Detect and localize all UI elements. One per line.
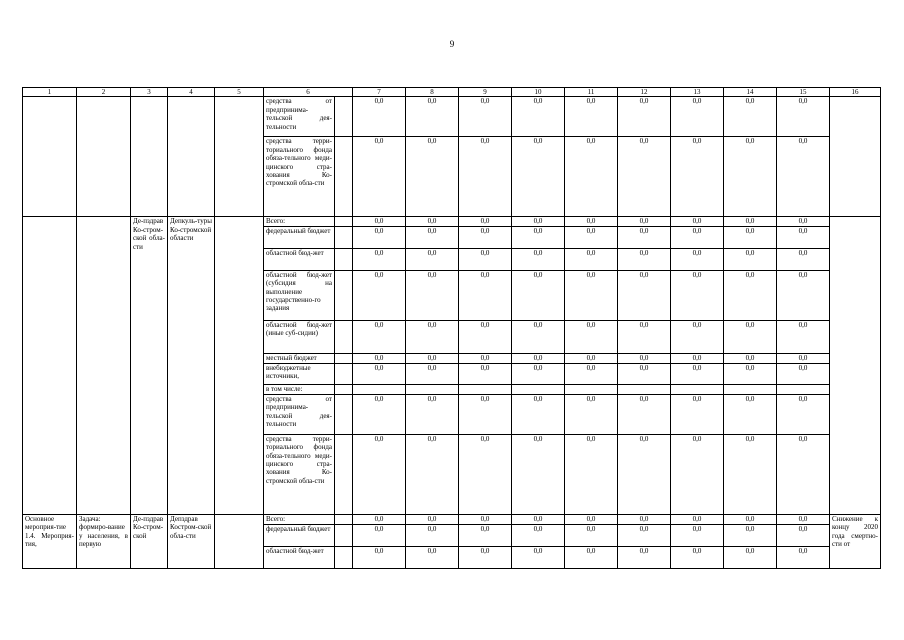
funding-source-label: федеральный бюджет xyxy=(264,524,335,546)
header-cell: 11 xyxy=(565,88,618,97)
value-cell: 0,0 xyxy=(618,217,671,226)
value-cell xyxy=(406,384,459,394)
deadline-cell xyxy=(215,97,264,217)
header-cell: 12 xyxy=(618,88,671,97)
value-cell: 0,0 xyxy=(618,524,671,546)
value-cell: 0,0 xyxy=(406,363,459,384)
value-cell: 0,0 xyxy=(565,524,618,546)
table-row xyxy=(23,217,881,226)
header-cell: 13 xyxy=(671,88,724,97)
value-cell: 0,0 xyxy=(353,270,406,320)
value-cell xyxy=(353,384,406,394)
value-cell: 0,0 xyxy=(512,353,565,363)
narrow-empty-cell xyxy=(335,434,353,514)
value-cell: 0,0 xyxy=(565,226,618,248)
value-cell: 0,0 xyxy=(565,217,618,226)
value-cell: 0,0 xyxy=(512,217,565,226)
value-cell: 0,0 xyxy=(777,226,830,248)
value-cell: 0,0 xyxy=(724,217,777,226)
header-cell: 4 xyxy=(168,88,215,97)
value-cell: 0,0 xyxy=(459,217,512,226)
value-cell: 0,0 xyxy=(406,320,459,353)
value-cell xyxy=(618,384,671,394)
value-cell: 0,0 xyxy=(406,394,459,434)
value-cell: 0,0 xyxy=(512,363,565,384)
value-cell: 0,0 xyxy=(724,320,777,353)
value-cell: 0,0 xyxy=(459,546,512,568)
value-cell: 0,0 xyxy=(406,524,459,546)
value-cell: 0,0 xyxy=(724,270,777,320)
value-cell: 0,0 xyxy=(353,363,406,384)
value-cell: 0,0 xyxy=(671,546,724,568)
funding-source-label: средства терри-ториального фонда обяза-тельного меди-цинского стра-хования Ко-стромской обла-сти xyxy=(264,434,335,514)
narrow-empty-cell xyxy=(335,514,353,524)
value-cell: 0,0 xyxy=(618,226,671,248)
funding-source-label: внебюджетные источники, xyxy=(264,363,335,384)
value-cell: 0,0 xyxy=(618,320,671,353)
value-cell: 0,0 xyxy=(565,353,618,363)
value-cell: 0,0 xyxy=(777,546,830,568)
value-cell: 0,0 xyxy=(565,137,618,217)
value-cell: 0,0 xyxy=(671,524,724,546)
value-cell: 0,0 xyxy=(618,394,671,434)
value-cell: 0,0 xyxy=(512,546,565,568)
value-cell: 0,0 xyxy=(618,97,671,137)
funding-source-label: областной бюд-жет (иные суб-сидии) xyxy=(264,320,335,353)
value-cell: 0,0 xyxy=(459,320,512,353)
page-number: 9 xyxy=(449,39,455,49)
value-cell: 0,0 xyxy=(406,226,459,248)
coexecutor-cell: Депкуль-туры Ко-стромской области xyxy=(168,217,215,514)
narrow-empty-cell xyxy=(335,97,353,137)
funding-source-label: местный бюджет xyxy=(264,353,335,363)
value-cell xyxy=(724,384,777,394)
header-cell: 14 xyxy=(724,88,777,97)
value-cell: 0,0 xyxy=(512,434,565,514)
value-cell: 0,0 xyxy=(565,248,618,270)
header-row xyxy=(23,88,881,97)
funding-source-label: средства от предпринима-тельской дея-тельности xyxy=(264,97,335,137)
executor-cell: Де-пздрав Ко-стром-ской xyxy=(131,514,168,568)
result-cell xyxy=(830,217,881,514)
value-cell: 0,0 xyxy=(618,248,671,270)
funding-source-label: Всего: xyxy=(264,217,335,226)
narrow-empty-cell xyxy=(335,320,353,353)
budget-table xyxy=(22,87,881,569)
value-cell: 0,0 xyxy=(777,137,830,217)
value-cell xyxy=(459,384,512,394)
funding-source-label: областной бюд-жет xyxy=(264,248,335,270)
narrow-empty-cell xyxy=(335,217,353,226)
value-cell: 0,0 xyxy=(406,270,459,320)
value-cell: 0,0 xyxy=(724,434,777,514)
value-cell: 0,0 xyxy=(353,514,406,524)
value-cell: 0,0 xyxy=(459,270,512,320)
value-cell: 0,0 xyxy=(671,394,724,434)
narrow-empty-cell xyxy=(335,394,353,434)
task-cell: Задача: формиро-вание у населения, в первую xyxy=(77,514,131,568)
value-cell: 0,0 xyxy=(671,97,724,137)
value-cell: 0,0 xyxy=(618,546,671,568)
value-cell: 0,0 xyxy=(459,97,512,137)
value-cell: 0,0 xyxy=(565,97,618,137)
header-cell: 16 xyxy=(830,88,881,97)
value-cell: 0,0 xyxy=(777,270,830,320)
task-cell xyxy=(77,217,131,514)
value-cell: 0,0 xyxy=(777,217,830,226)
header-cell: 10 xyxy=(512,88,565,97)
value-cell: 0,0 xyxy=(459,353,512,363)
value-cell: 0,0 xyxy=(671,137,724,217)
value-cell: 0,0 xyxy=(724,546,777,568)
narrow-empty-cell xyxy=(335,384,353,394)
value-cell: 0,0 xyxy=(459,514,512,524)
narrow-empty-cell xyxy=(335,137,353,217)
value-cell: 0,0 xyxy=(724,524,777,546)
event-cell xyxy=(23,217,77,514)
funding-source-label: областной бюд-жет xyxy=(264,546,335,568)
value-cell: 0,0 xyxy=(459,434,512,514)
value-cell: 0,0 xyxy=(565,514,618,524)
value-cell: 0,0 xyxy=(724,353,777,363)
header-cell: 5 xyxy=(215,88,264,97)
funding-source-label: Всего: xyxy=(264,514,335,524)
value-cell: 0,0 xyxy=(671,248,724,270)
coexecutor-cell xyxy=(168,97,215,217)
value-cell: 0,0 xyxy=(724,248,777,270)
narrow-empty-cell xyxy=(335,353,353,363)
event-cell: Основное мероприя-тие 1.4. Мероприя-тия, xyxy=(23,514,77,568)
value-cell: 0,0 xyxy=(777,363,830,384)
value-cell: 0,0 xyxy=(353,320,406,353)
value-cell: 0,0 xyxy=(353,353,406,363)
value-cell: 0,0 xyxy=(406,97,459,137)
narrow-empty-cell xyxy=(335,363,353,384)
value-cell: 0,0 xyxy=(671,514,724,524)
table-row xyxy=(23,97,881,137)
value-cell: 0,0 xyxy=(618,137,671,217)
value-cell: 0,0 xyxy=(512,394,565,434)
value-cell: 0,0 xyxy=(353,248,406,270)
value-cell: 0,0 xyxy=(512,514,565,524)
value-cell: 0,0 xyxy=(459,137,512,217)
value-cell: 0,0 xyxy=(777,394,830,434)
value-cell: 0,0 xyxy=(724,97,777,137)
value-cell: 0,0 xyxy=(565,546,618,568)
header-cell: 2 xyxy=(77,88,131,97)
value-cell: 0,0 xyxy=(353,546,406,568)
value-cell xyxy=(565,384,618,394)
value-cell: 0,0 xyxy=(406,546,459,568)
value-cell: 0,0 xyxy=(671,270,724,320)
value-cell: 0,0 xyxy=(724,226,777,248)
value-cell: 0,0 xyxy=(512,137,565,217)
funding-source-label: в том числе: xyxy=(264,384,335,394)
value-cell: 0,0 xyxy=(565,270,618,320)
funding-source-label: средства от предпринима-тельской дея-тельности xyxy=(264,394,335,434)
result-cell: Снижение к концу 2020 года смертно-сти от xyxy=(830,514,881,568)
header-cell: 6 xyxy=(264,88,353,97)
header-cell: 9 xyxy=(459,88,512,97)
value-cell: 0,0 xyxy=(565,394,618,434)
value-cell: 0,0 xyxy=(565,434,618,514)
value-cell: 0,0 xyxy=(777,353,830,363)
executor-cell: Де-пздрав Ко-стром-ской обла-сти xyxy=(131,217,168,514)
narrow-empty-cell xyxy=(335,248,353,270)
value-cell: 0,0 xyxy=(777,248,830,270)
narrow-empty-cell xyxy=(335,524,353,546)
funding-source-label: средства терри-ториального фонда обяза-тельного меди-цинского стра-хования Ко-стромской обла-сти xyxy=(264,137,335,217)
header-cell: 15 xyxy=(777,88,830,97)
value-cell: 0,0 xyxy=(406,514,459,524)
value-cell: 0,0 xyxy=(353,524,406,546)
value-cell: 0,0 xyxy=(671,363,724,384)
narrow-empty-cell xyxy=(335,270,353,320)
value-cell: 0,0 xyxy=(406,434,459,514)
value-cell: 0,0 xyxy=(618,434,671,514)
header-cell: 1 xyxy=(23,88,77,97)
value-cell: 0,0 xyxy=(565,363,618,384)
value-cell xyxy=(777,384,830,394)
header-cell: 3 xyxy=(131,88,168,97)
value-cell: 0,0 xyxy=(406,137,459,217)
value-cell: 0,0 xyxy=(777,524,830,546)
narrow-empty-cell xyxy=(335,226,353,248)
value-cell: 0,0 xyxy=(512,97,565,137)
value-cell: 0,0 xyxy=(724,394,777,434)
task-cell xyxy=(77,97,131,217)
value-cell: 0,0 xyxy=(777,514,830,524)
value-cell: 0,0 xyxy=(406,353,459,363)
value-cell: 0,0 xyxy=(459,363,512,384)
value-cell: 0,0 xyxy=(777,320,830,353)
value-cell: 0,0 xyxy=(512,270,565,320)
value-cell: 0,0 xyxy=(618,363,671,384)
value-cell: 0,0 xyxy=(512,226,565,248)
narrow-empty-cell xyxy=(335,546,353,568)
value-cell: 0,0 xyxy=(724,137,777,217)
value-cell: 0,0 xyxy=(618,353,671,363)
value-cell: 0,0 xyxy=(671,353,724,363)
value-cell: 0,0 xyxy=(353,394,406,434)
coexecutor-cell: Депздрав Костром-ской обла-сти xyxy=(168,514,215,568)
deadline-cell xyxy=(215,514,264,568)
value-cell: 0,0 xyxy=(353,97,406,137)
funding-source-label: федеральный бюджет xyxy=(264,226,335,248)
value-cell: 0,0 xyxy=(565,320,618,353)
value-cell: 0,0 xyxy=(406,248,459,270)
value-cell: 0,0 xyxy=(512,524,565,546)
value-cell: 0,0 xyxy=(512,248,565,270)
value-cell: 0,0 xyxy=(512,320,565,353)
value-cell: 0,0 xyxy=(671,226,724,248)
funding-source-label: областной бюд-жет (субсидия на выполнение государственно-го задания xyxy=(264,270,335,320)
value-cell xyxy=(512,384,565,394)
value-cell: 0,0 xyxy=(671,434,724,514)
value-cell: 0,0 xyxy=(724,514,777,524)
executor-cell xyxy=(131,97,168,217)
value-cell xyxy=(671,384,724,394)
value-cell: 0,0 xyxy=(724,363,777,384)
value-cell: 0,0 xyxy=(406,217,459,226)
value-cell: 0,0 xyxy=(459,248,512,270)
result-cell xyxy=(830,97,881,217)
value-cell: 0,0 xyxy=(353,226,406,248)
value-cell: 0,0 xyxy=(618,270,671,320)
value-cell: 0,0 xyxy=(353,217,406,226)
value-cell: 0,0 xyxy=(459,394,512,434)
value-cell: 0,0 xyxy=(459,226,512,248)
value-cell: 0,0 xyxy=(671,320,724,353)
event-cell xyxy=(23,97,77,217)
value-cell: 0,0 xyxy=(353,434,406,514)
deadline-cell xyxy=(215,217,264,514)
value-cell: 0,0 xyxy=(353,137,406,217)
table-row xyxy=(23,514,881,524)
header-cell: 7 xyxy=(353,88,406,97)
value-cell: 0,0 xyxy=(777,434,830,514)
value-cell: 0,0 xyxy=(777,97,830,137)
value-cell: 0,0 xyxy=(671,217,724,226)
header-cell: 8 xyxy=(406,88,459,97)
value-cell: 0,0 xyxy=(459,524,512,546)
value-cell: 0,0 xyxy=(618,514,671,524)
